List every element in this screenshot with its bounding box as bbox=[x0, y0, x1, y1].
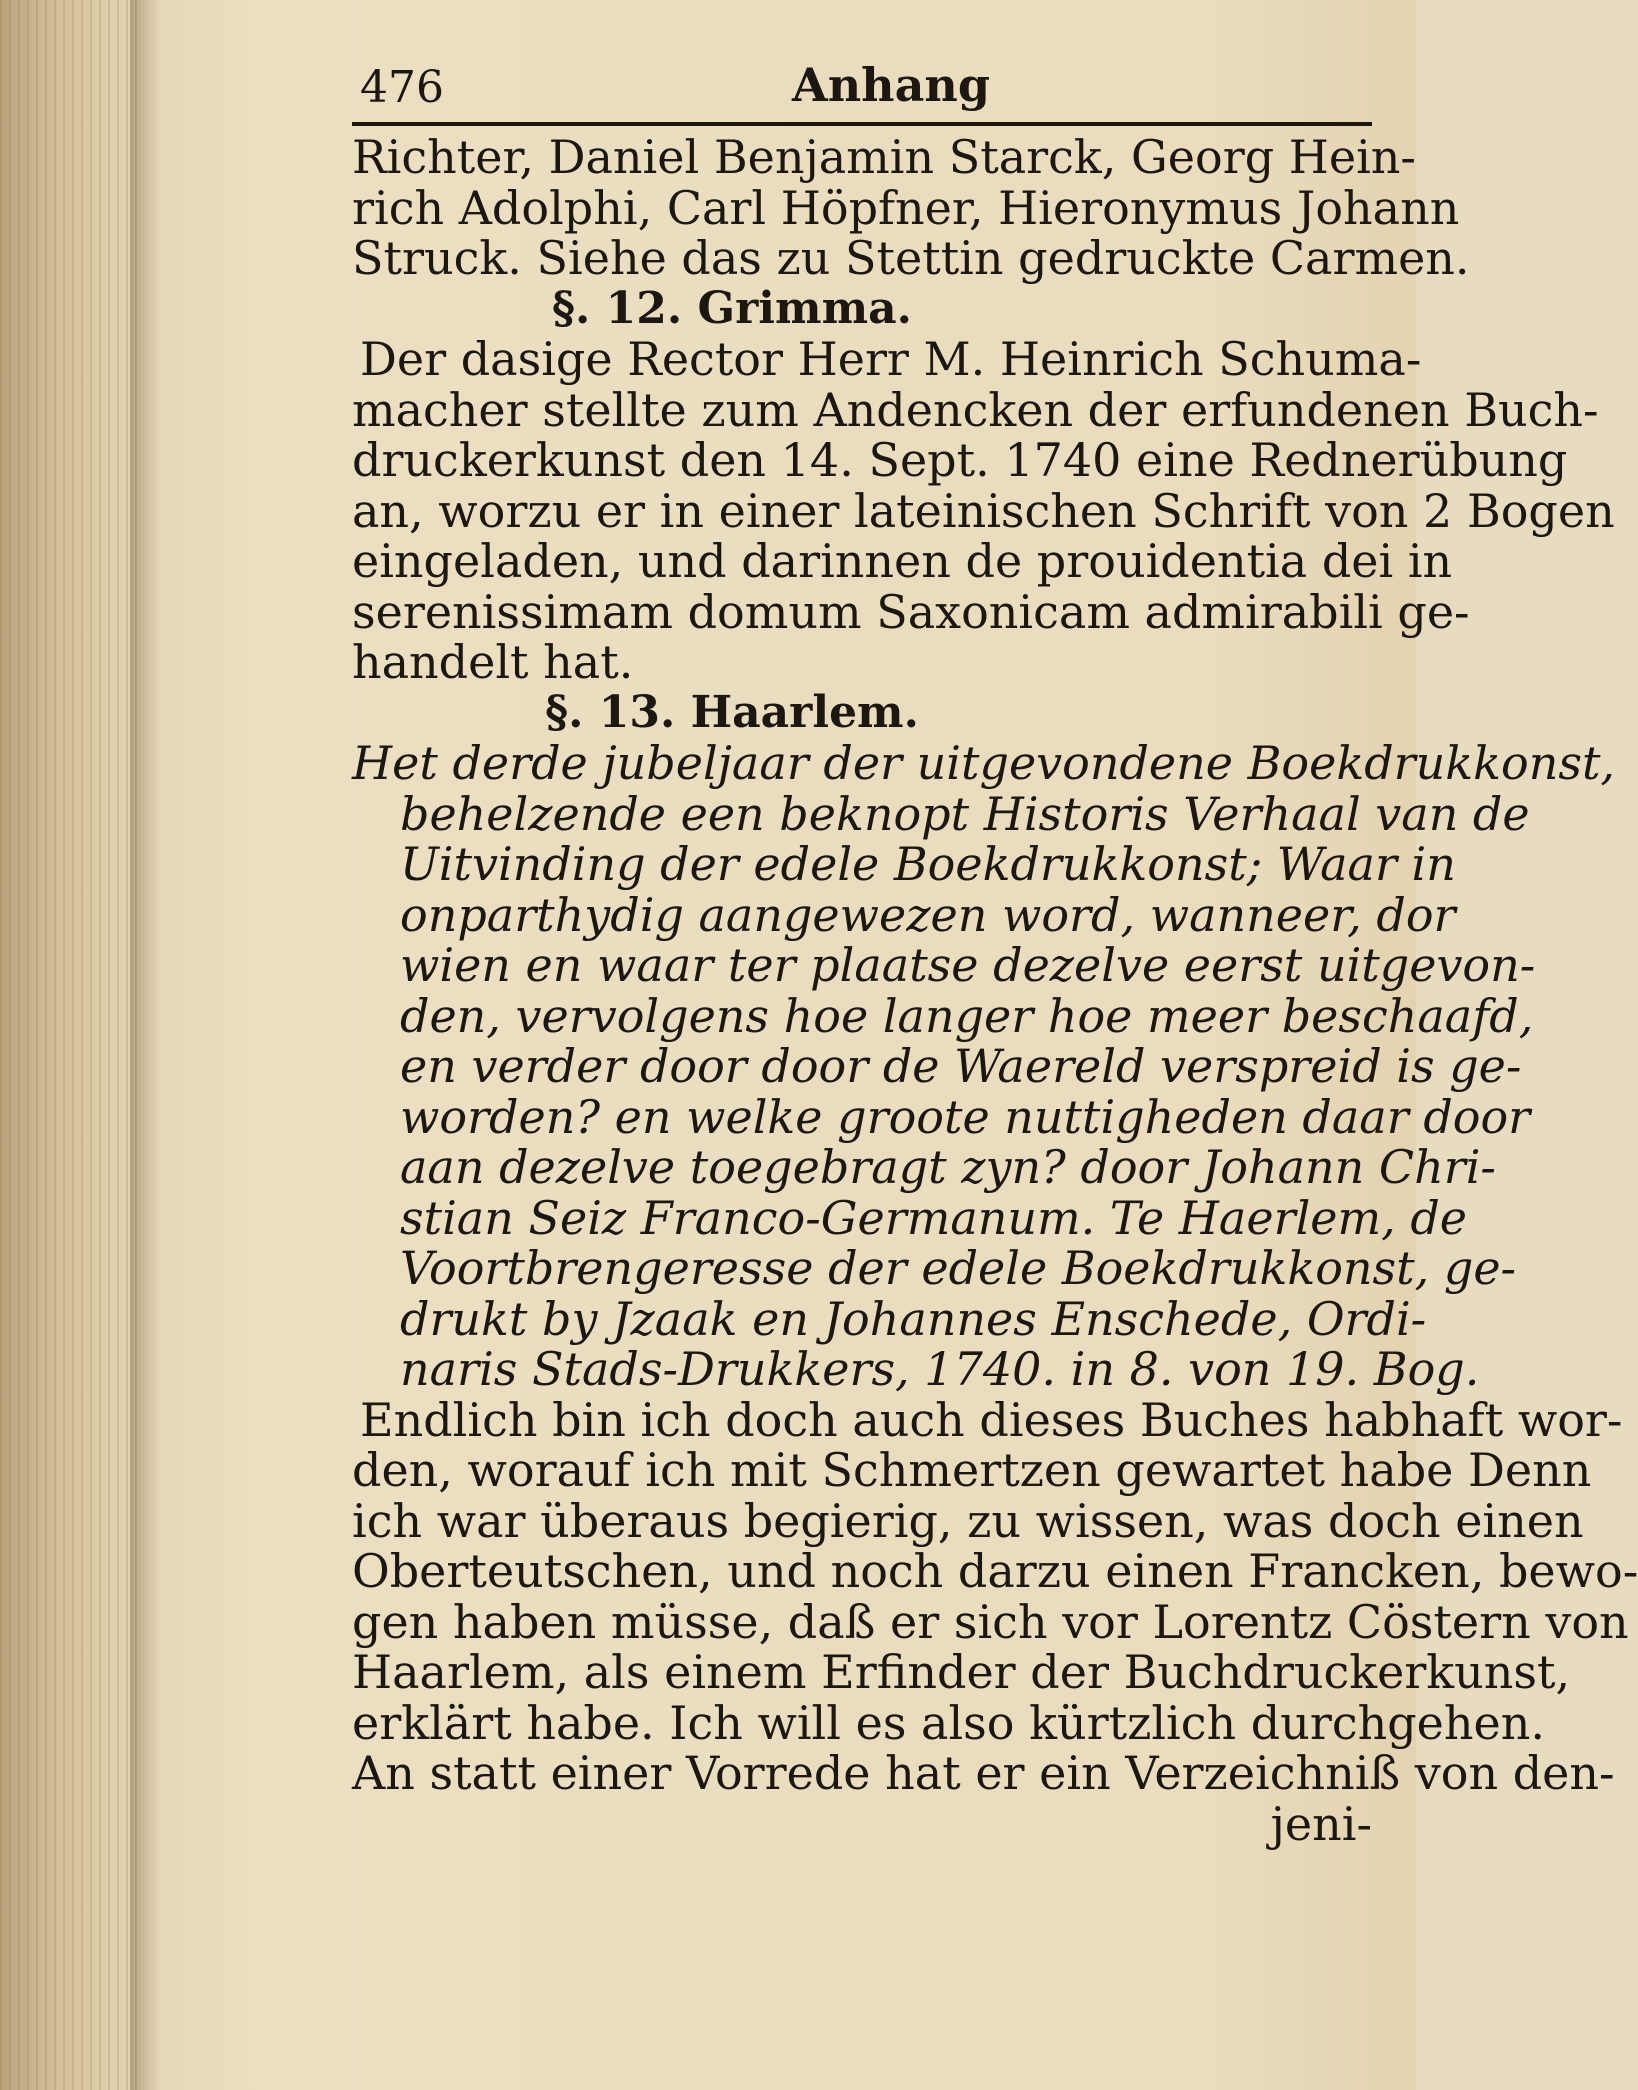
page-edges bbox=[0, 0, 140, 2090]
text-line: den, worauf ich mit Schmertzen gewartet habe Denn bbox=[352, 1443, 1592, 1497]
text-line: Voortbrengeresse der edele Boekdrukkonst, ge- bbox=[400, 1241, 1517, 1295]
section-heading-12: §. 12. Grimma. bbox=[552, 282, 912, 334]
text-line: handelt hat. bbox=[352, 635, 634, 689]
text-line: Uitvinding der edele Boekdrukkonst; Waar in bbox=[400, 837, 1456, 891]
text-line: en verder door door de Waereld verspreid is ge- bbox=[400, 1039, 1522, 1093]
text-line: Der dasige Rector Herr M. Heinrich Schuma- bbox=[360, 332, 1422, 386]
text-line: Struck. Siehe das zu Stettin gedruckte Carmen. bbox=[352, 231, 1470, 285]
text-line: druckerkunst den 14. Sept. 1740 eine Rednerübung bbox=[352, 433, 1568, 487]
text-line: serenissimam domum Saxonicam admirabili ge- bbox=[352, 584, 1470, 639]
section-heading-13: §. 13. Haarlem. bbox=[545, 686, 919, 738]
section-12-paragraph bbox=[352, 332, 1615, 689]
text-line: An statt einer Vorrede hat er ein Verzeichniß von den- bbox=[352, 1746, 1615, 1800]
running-head bbox=[352, 58, 1372, 126]
section-13-dutch-title bbox=[352, 736, 1616, 1396]
text-line: Endlich bin ich doch auch dieses Buches habhaft wor- bbox=[360, 1392, 1623, 1447]
text-line: rich Adolphi, Carl Höpfner, Hieronymus Johann bbox=[352, 180, 1460, 235]
text-block bbox=[352, 58, 1638, 1851]
gutter-shadow bbox=[130, 0, 160, 2090]
closing-paragraph bbox=[352, 1392, 1638, 1851]
text-line: ich war überaus begierig, zu wissen, was doch einen bbox=[352, 1493, 1584, 1548]
catchword: jeni- bbox=[1270, 1796, 1372, 1851]
text-line: onparthydig aangewezen word, wanneer, dor bbox=[400, 887, 1456, 942]
text-line: gen haben müsse, daß er sich vor Lorentz Cöstern von bbox=[352, 1594, 1629, 1649]
text-line: macher stellte zum Andencken der erfundenen Buch- bbox=[352, 382, 1599, 437]
text-line: drukt by Jzaak en Johannes Enschede, Ordi- bbox=[400, 1291, 1427, 1346]
page-number: 476 bbox=[360, 62, 444, 113]
text-line: den, vervolgens hoe langer hoe meer beschaafd, bbox=[400, 988, 1534, 1043]
text-line: stian Seiz Franco-Germanum. Te Haerlem, de bbox=[400, 1190, 1468, 1245]
text-line: Haarlem, als einem Erfinder der Buchdruckerkunst, bbox=[352, 1645, 1571, 1699]
text-line: Richter, Daniel Benjamin Starck, Georg Hein- bbox=[352, 130, 1416, 184]
text-line: erklärt habe. Ich will es also kürtzlich durchgehen. bbox=[352, 1695, 1545, 1750]
text-line: Oberteutschen, und noch darzu einen Francken, bewo- bbox=[352, 1544, 1638, 1598]
opening-paragraph bbox=[352, 130, 1470, 285]
text-line: aan dezelve toegebragt zyn? door Johann Chri- bbox=[400, 1140, 1496, 1194]
text-line: Het derde jubeljaar der uitgevondene Boekdrukkonst, bbox=[352, 736, 1616, 790]
text-line: worden? en welke groote nuttigheden daar door bbox=[400, 1089, 1531, 1144]
text-line: naris Stads-Drukkers, 1740. in 8. von 19. Bog. bbox=[400, 1342, 1480, 1396]
text-line: wien en waar ter plaatse dezelve eerst uitgevon- bbox=[400, 938, 1536, 992]
text-line: an, worzu er in einer lateinischen Schrift von 2 Bogen bbox=[352, 483, 1615, 538]
running-head-title: Anhang bbox=[792, 58, 990, 112]
text-line: behelzende een beknopt Historis Verhaal van de bbox=[400, 786, 1530, 841]
text-line: eingeladen, und darinnen de prouidentia dei in bbox=[352, 534, 1453, 588]
